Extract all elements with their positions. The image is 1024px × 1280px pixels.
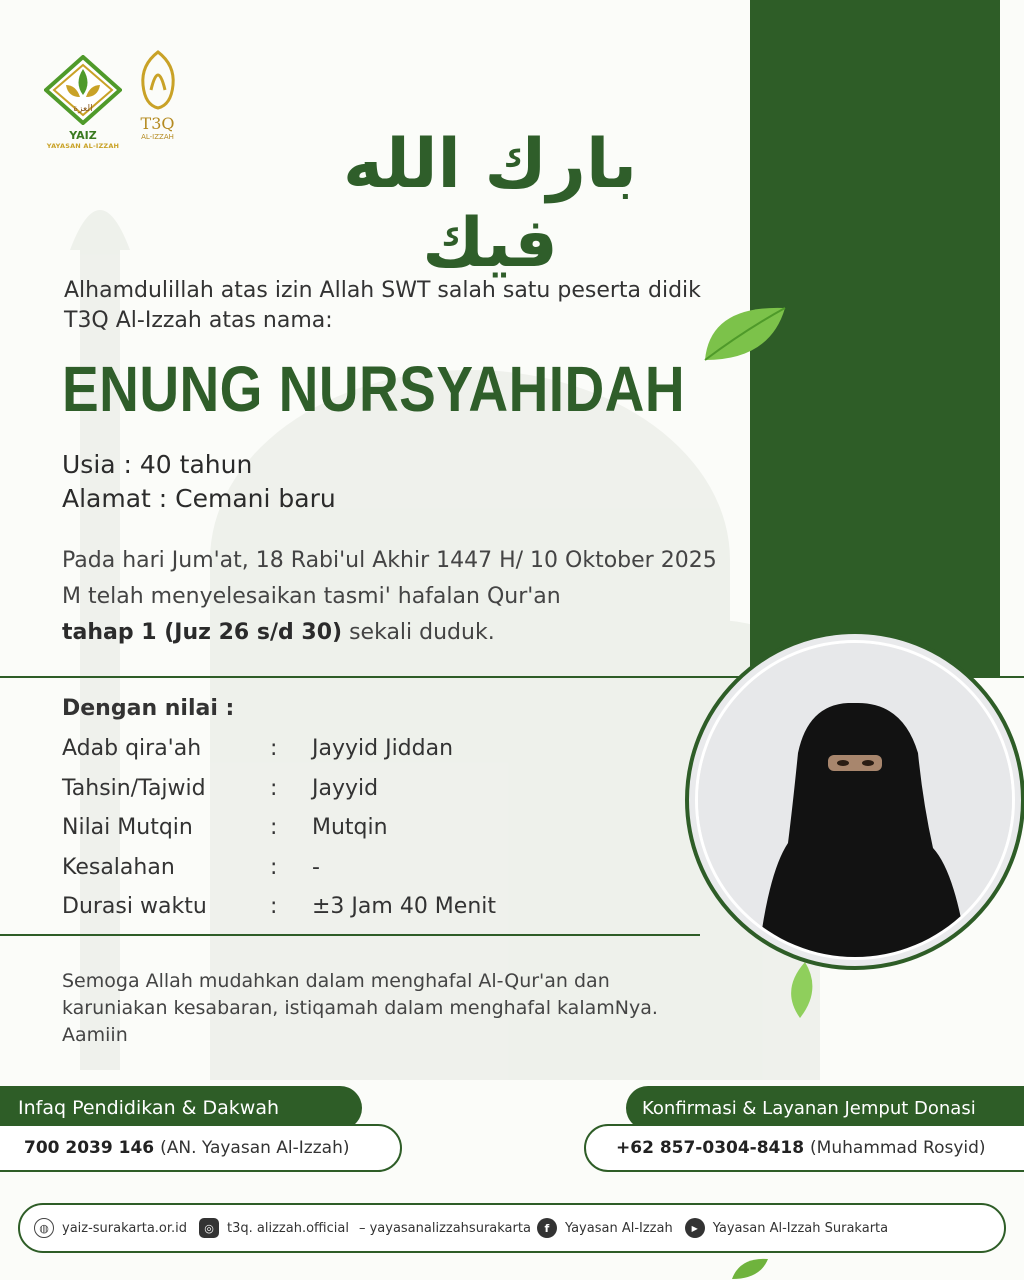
youtube-text: Yayasan Al-Izzah Surakarta xyxy=(712,1220,889,1236)
intro-text: Alhamdulillah atas izin Allah SWT salah satu peserta didik T3Q Al-Izzah atas nama: xyxy=(64,278,701,333)
contact-name: (Muhammad Rosyid) xyxy=(810,1138,986,1158)
instagram-icon: ◎ xyxy=(199,1218,219,1238)
t3q-name: T3Q xyxy=(140,114,175,133)
instagram-text: t3q. alizzah.official xyxy=(227,1220,349,1236)
completion-stage: tahap 1 (Juz 26 s/d 30) xyxy=(62,620,343,645)
score-separator: : xyxy=(270,854,278,880)
divider-bottom xyxy=(0,934,700,936)
account-number: 700 2039 146 xyxy=(24,1138,155,1158)
facebook-text: Yayasan Al-Izzah xyxy=(564,1220,673,1236)
score-row xyxy=(62,808,496,848)
score-value: Jayyid Jiddan xyxy=(312,736,454,762)
website-link[interactable] xyxy=(34,1218,187,1238)
scores-table xyxy=(62,696,496,927)
yaiz-logo xyxy=(38,55,128,150)
score-row xyxy=(62,848,496,888)
instagram-text-2: – yayasanalizzahsurakarta xyxy=(358,1220,531,1236)
bank-account-box xyxy=(0,1124,402,1172)
yaiz-emblem-icon xyxy=(44,55,122,125)
student-info xyxy=(62,448,336,516)
scores-heading: Dengan nilai : xyxy=(62,696,235,721)
yaiz-caption: YAYASAN AL-IZZAH xyxy=(46,142,120,150)
facebook-icon: f xyxy=(537,1218,557,1238)
globe-icon: ◍ xyxy=(34,1218,54,1238)
student-address: Alamat : Cemani baru xyxy=(62,484,336,513)
t3q-logo xyxy=(130,50,185,141)
score-value: ±3 Jam 40 Menit xyxy=(312,894,497,920)
completion-text-end: sekali duduk. xyxy=(349,620,495,645)
instagram-link-2[interactable] xyxy=(359,1221,531,1236)
score-value: - xyxy=(312,854,320,880)
youtube-icon: ▶ xyxy=(685,1218,705,1238)
infaq-label: Infaq Pendidikan & Dakwah xyxy=(18,1097,280,1119)
yaiz-name: YAIZ xyxy=(69,129,97,142)
youtube-link[interactable] xyxy=(685,1218,888,1238)
t3q-emblem-icon xyxy=(133,50,183,110)
leaf-icon xyxy=(730,1255,770,1280)
student-photo xyxy=(685,630,1024,970)
contact-phone-box xyxy=(584,1124,1024,1172)
completion-text-main: Pada hari Jum'at, 18 Rabi'ul Akhir 1447 H/ 10 Oktober 2025 M telah menyelesaikan tasmi' hafalan Qur'an xyxy=(62,548,717,609)
score-label: Adab qira'ah xyxy=(62,736,202,762)
score-row xyxy=(62,769,496,809)
contact-phone: +62 857-0304-8418 xyxy=(616,1138,805,1158)
score-label: Kesalahan xyxy=(62,854,175,880)
instagram-link[interactable] xyxy=(199,1218,349,1238)
score-separator: : xyxy=(270,736,278,762)
social-footer xyxy=(18,1203,1006,1253)
score-label: Tahsin/Tajwid xyxy=(62,775,206,801)
score-value: Jayyid xyxy=(312,775,379,801)
website-text: yaiz-surakarta.or.id xyxy=(62,1220,188,1236)
student-name: ENUNG NURSYAHIDAH xyxy=(62,353,686,425)
score-row xyxy=(62,887,496,927)
completion-text xyxy=(62,543,722,651)
score-separator: : xyxy=(270,775,278,801)
closing-prayer: Semoga Allah mudahkan dalam menghafal Al-Qur'an dan karuniakan kesabaran, istiqamah dalam menghafal kalamNya. Aamiin xyxy=(62,970,658,1046)
confirm-label: Konfirmasi & Layanan Jemput Donasi xyxy=(642,1097,976,1119)
score-separator: : xyxy=(270,815,278,841)
facebook-link[interactable] xyxy=(537,1218,673,1238)
account-name: (AN. Yayasan Al-Izzah) xyxy=(160,1138,350,1158)
score-row xyxy=(62,729,496,769)
student-age: Usia : 40 tahun xyxy=(62,450,253,479)
score-label: Nilai Mutqin xyxy=(62,815,193,841)
leaf-icon xyxy=(780,960,820,1020)
t3q-caption: AL-IZZAH xyxy=(141,133,174,141)
student-portrait-image xyxy=(698,643,1014,959)
svg-text:العزة: العزة xyxy=(73,104,93,114)
arabic-heading: بارك الله فيك xyxy=(342,125,638,283)
score-value: Mutqin xyxy=(312,815,388,841)
score-label: Durasi waktu xyxy=(62,894,207,920)
score-separator: : xyxy=(270,894,278,920)
